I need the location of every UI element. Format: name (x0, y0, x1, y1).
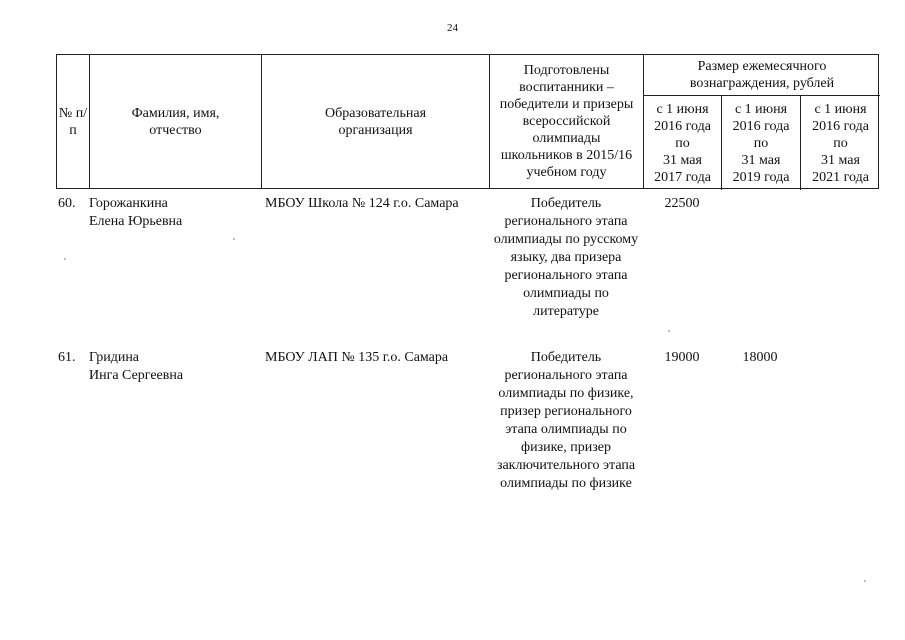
header-org: Образовательная организация (262, 55, 490, 188)
page-number: 24 (447, 22, 458, 34)
table-header (56, 54, 879, 189)
row-org: МБОУ ЛАП № 135 г.о. Самара (265, 350, 449, 365)
row-num: 60. (58, 196, 76, 211)
row-payment-1: 22500 (664, 196, 700, 211)
scan-speck (864, 580, 866, 582)
row-payment-1: 19000 (664, 350, 700, 365)
header-num: № п/п (57, 55, 90, 188)
scan-speck (64, 258, 66, 260)
row-name: Гридина Инга Сергеевна (89, 350, 184, 383)
header-payment (644, 55, 880, 188)
row-achievement: Победитель регионального этапа олимпиады по физике, призер регионального этапа олимпиады по физике, призер заключительного этапа олимпиады по физике (496, 350, 636, 491)
row-num: 61. (58, 350, 76, 365)
row-achievement: Победитель регионального этапа олимпиады по русскому языку, два призера регионального этапа олимпиады по литературе (493, 196, 639, 319)
scan-speck (233, 238, 235, 240)
header-period-2: с 1 июня 2016 года по 31 мая 2019 года (722, 96, 801, 190)
header-payment-title: Размер ежемесячного вознаграждения, рублей (644, 55, 880, 96)
row-name: Горожанкина Елена Юрьевна (89, 196, 183, 229)
header-period-3: с 1 июня 2016 года по 31 мая 2021 года (812, 101, 869, 185)
scan-speck (668, 330, 670, 332)
header-name: Фамилия, имя, отчество (90, 55, 262, 188)
row-payment-2: 18000 (742, 350, 778, 365)
row-org: МБОУ Школа № 124 г.о. Самара (265, 196, 459, 211)
header-period-1: с 1 июня 2016 года по 31 мая 2017 года (644, 96, 722, 190)
header-achievement: Подготовлены воспитанники – победители и призеры всероссийской олимпиады школьников в 2015/16 учебном году (490, 55, 644, 188)
